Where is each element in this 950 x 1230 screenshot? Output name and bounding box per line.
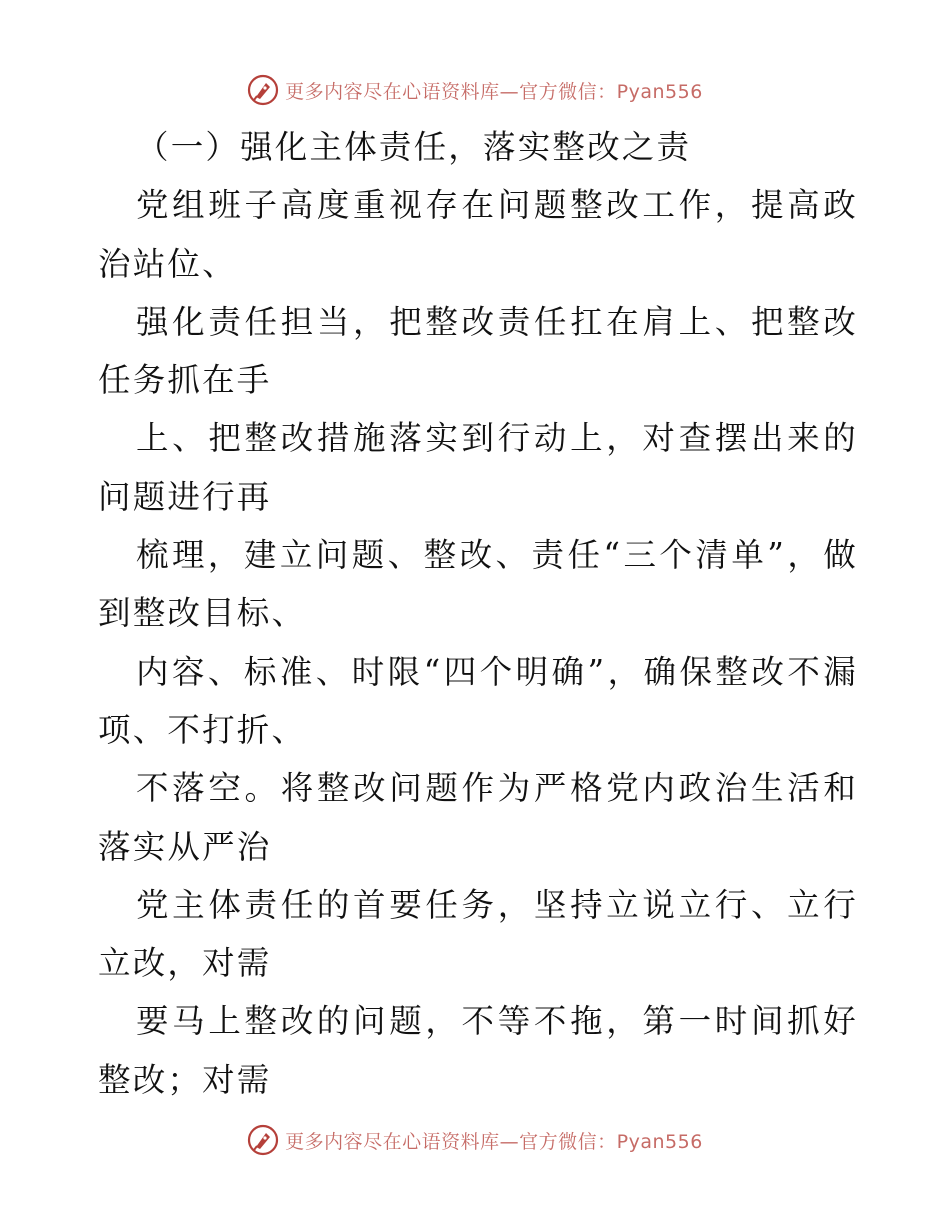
paragraph-line: 强化责任担当，把整改责任扛在肩上、把整改任务抓在手	[98, 302, 858, 400]
paragraph-line: 党组班子高度重视存在问题整改工作，提高政治站位、	[98, 186, 858, 283]
paragraph-line: 党主体责任的首要任务，坚持立说立行、立行立改，对需	[98, 885, 858, 983]
watermark-text: 更多内容尽在心语资料库—官方微信：Pyan556	[285, 80, 703, 103]
pen-nib-logo-icon	[247, 1124, 279, 1156]
paragraph-line: 要马上整改的问题，不等不拖，第一时间抓好整改；对需	[98, 1002, 858, 1099]
footer-watermark	[0, 1120, 950, 1160]
document-body	[98, 118, 858, 1109]
header-watermark	[0, 70, 950, 110]
pen-nib-logo-icon	[247, 74, 279, 106]
paragraph-line: 上、把整改措施落实到行动上，对查摆出来的问题进行再	[98, 419, 858, 516]
paragraph-line: 内容、标准、时限“四个明确”，确保整改不漏项、不打折、	[98, 652, 858, 749]
paragraph-line: 不落空。将整改问题作为严格党内政治生活和落实从严治	[98, 769, 858, 866]
section-heading: （一）强化主体责任，落实整改之责	[136, 128, 692, 166]
watermark-text: 更多内容尽在心语资料库—官方微信：Pyan556	[285, 1130, 703, 1153]
paragraph-line: 梳理，建立问题、整改、责任“三个清单”，做到整改目标、	[98, 536, 858, 633]
